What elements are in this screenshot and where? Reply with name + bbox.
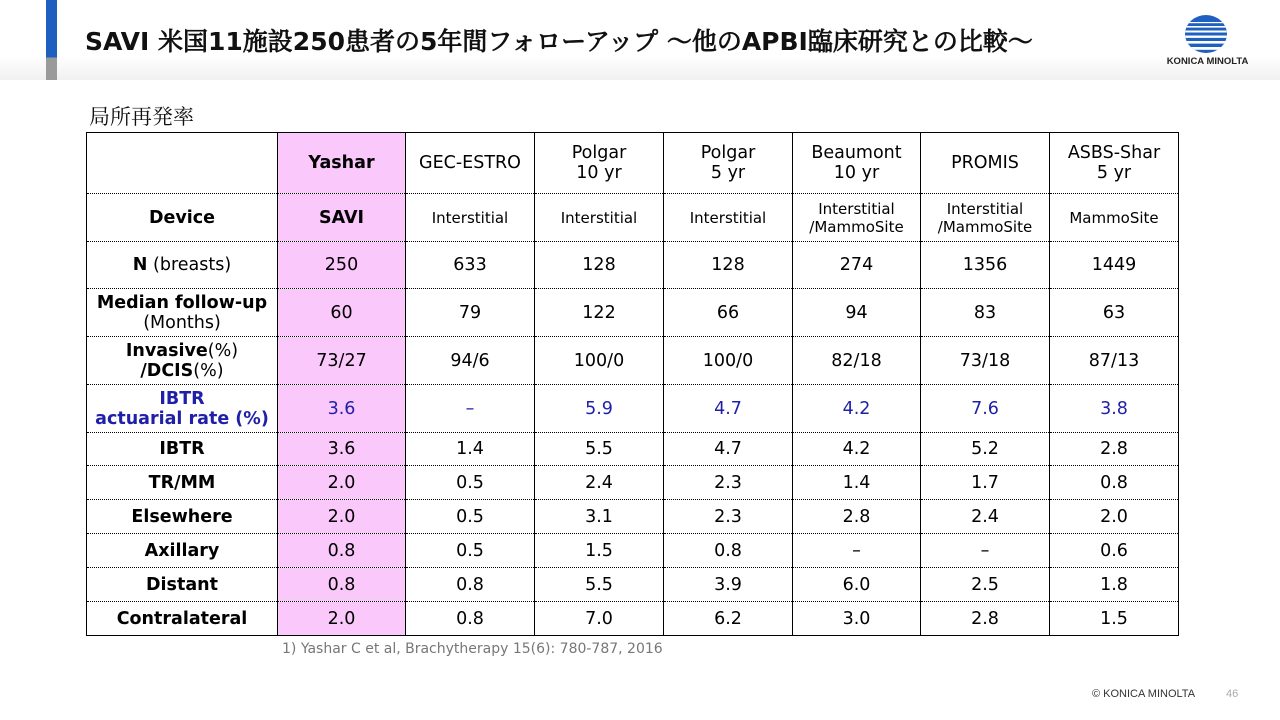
col-header-line2: 10 yr xyxy=(576,163,622,183)
table-cell: 1.8 xyxy=(1050,568,1179,602)
table-cell: 1.4 xyxy=(406,433,535,466)
table-cell: 1.4 xyxy=(793,466,921,500)
table-cell: 5.2 xyxy=(921,433,1050,466)
col-header-line1: Beaumont xyxy=(811,143,902,163)
table-cell: – xyxy=(921,534,1050,568)
col-header-line2: 5 yr xyxy=(1096,163,1132,183)
comparison-table xyxy=(86,132,1179,636)
col-header-line2: 5 yr xyxy=(710,163,746,183)
table-cell: 274 xyxy=(793,242,921,289)
table-cell: 4.7 xyxy=(664,433,793,466)
table-cell: 6.2 xyxy=(664,602,793,636)
table-cell: 0.6 xyxy=(1050,534,1179,568)
table-cell: 3.8 xyxy=(1050,385,1179,433)
slide-title: SAVI 米国11施設250患者の5年間フォローアップ ～他のAPBI臨床研究との比較～ xyxy=(85,27,1033,56)
table-cell: 73/18 xyxy=(921,337,1050,385)
table-cell: 73/27 xyxy=(278,337,406,385)
cell-line1: Interstitial xyxy=(946,199,1024,218)
row-label xyxy=(87,289,278,337)
col-header-asbs-shar xyxy=(1050,133,1179,194)
table-cell: 5.9 xyxy=(535,385,664,433)
row-label: IBTR xyxy=(87,433,278,466)
row-label-line2-rest: (%) xyxy=(193,360,224,381)
col-header-line1: PROMIS xyxy=(951,153,1019,173)
table-cell: 2.3 xyxy=(664,466,793,500)
section-subtitle: 局所再発率 xyxy=(89,105,194,129)
table-cell: 1449 xyxy=(1050,242,1179,289)
table-cell: 3.0 xyxy=(793,602,921,636)
slide-header xyxy=(0,0,1280,80)
table-cell: 2.4 xyxy=(921,500,1050,534)
table-row-distant xyxy=(87,568,1179,602)
table-cell: SAVI xyxy=(278,194,406,242)
table-cell: 6.0 xyxy=(793,568,921,602)
table-cell: 0.5 xyxy=(406,534,535,568)
table-cell: 63 xyxy=(1050,289,1179,337)
table-cell: 3.1 xyxy=(535,500,664,534)
table-cell: 83 xyxy=(921,289,1050,337)
copyright-text: © KONICA MINOLTA xyxy=(1092,688,1196,700)
logo-text: KONICA MINOLTA xyxy=(1166,56,1249,67)
col-header-line1: Polgar xyxy=(700,143,756,163)
cell-line1: Interstitial xyxy=(818,199,895,218)
table-cell: 2.8 xyxy=(1050,433,1179,466)
table-cell: 2.0 xyxy=(278,466,406,500)
row-label: Distant xyxy=(87,568,278,602)
col-header-line2: 10 yr xyxy=(833,163,880,183)
table-cell: 94 xyxy=(793,289,921,337)
table-cell: 2.0 xyxy=(278,500,406,534)
table-cell: 0.8 xyxy=(278,534,406,568)
konica-minolta-logo xyxy=(1160,14,1255,70)
table-cell: 4.7 xyxy=(664,385,793,433)
table-cell: 2.8 xyxy=(793,500,921,534)
table-cell: 2.5 xyxy=(921,568,1050,602)
table-cell: 2.3 xyxy=(664,500,793,534)
table-cell: 2.0 xyxy=(278,602,406,636)
table-cell: – xyxy=(793,534,921,568)
table-cell: 128 xyxy=(664,242,793,289)
col-header-beaumont xyxy=(793,133,921,194)
table-cell: 66 xyxy=(664,289,793,337)
row-label-line1: IBTR xyxy=(159,388,205,409)
table-cell: 4.2 xyxy=(793,433,921,466)
table-row-invasive-dcis xyxy=(87,337,1179,385)
row-label-line2-bold: /DCIS xyxy=(140,360,194,381)
table-cell: 250 xyxy=(278,242,406,289)
table-cell: Interstitial xyxy=(664,194,793,242)
cell-line2: /MammoSite xyxy=(809,217,904,236)
row-label-rest: (breasts) xyxy=(147,255,232,275)
row-label-line1: Median follow-up xyxy=(96,292,268,313)
table-cell: MammoSite xyxy=(1050,194,1179,242)
table-cell: Interstitial xyxy=(406,194,535,242)
table-cell: 3.6 xyxy=(278,385,406,433)
col-header-line1: Yashar xyxy=(308,153,375,173)
footnote-citation: 1) Yashar C et al, Brachytherapy 15(6): 780-787, 2016 xyxy=(282,641,663,657)
row-label-line1-bold: Invasive xyxy=(125,340,208,361)
row-label: Axillary xyxy=(87,534,278,568)
table-cell: 3.6 xyxy=(278,433,406,466)
table-cell: 0.8 xyxy=(664,534,793,568)
table-cell: 633 xyxy=(406,242,535,289)
table-row-axillary xyxy=(87,534,1179,568)
table-cell xyxy=(921,194,1050,242)
table-cell: 0.5 xyxy=(406,466,535,500)
table-cell: 0.8 xyxy=(406,602,535,636)
table-cell: 5.5 xyxy=(535,433,664,466)
table-cell: 100/0 xyxy=(664,337,793,385)
table-cell: 60 xyxy=(278,289,406,337)
row-label-bold: N xyxy=(132,255,148,275)
table-cell: 100/0 xyxy=(535,337,664,385)
table-cell: 0.8 xyxy=(406,568,535,602)
table-row-n-breasts xyxy=(87,242,1179,289)
globe-logo-icon xyxy=(1184,14,1228,54)
table-cell xyxy=(793,194,921,242)
table-header-row xyxy=(87,133,1179,194)
row-label xyxy=(87,242,278,289)
col-header-line1: GEC-ESTRO xyxy=(419,153,521,173)
table-cell: 82/18 xyxy=(793,337,921,385)
table-cell: 4.2 xyxy=(793,385,921,433)
table-cell: 94/6 xyxy=(406,337,535,385)
table-cell: 122 xyxy=(535,289,664,337)
table-cell: 0.5 xyxy=(406,500,535,534)
col-header-gec-estro xyxy=(406,133,535,194)
table-cell: 3.9 xyxy=(664,568,793,602)
header-accent-bar xyxy=(46,0,57,80)
table-row-ibtr-actuarial xyxy=(87,385,1179,433)
col-header-promis xyxy=(921,133,1050,194)
table-cell: 2.8 xyxy=(921,602,1050,636)
table-cell: Interstitial xyxy=(535,194,664,242)
table-row-ibtr xyxy=(87,433,1179,466)
table-cell: 2.0 xyxy=(1050,500,1179,534)
col-header-line1: ASBS-Shar xyxy=(1067,143,1161,163)
table-row-device xyxy=(87,194,1179,242)
col-header-line1: Polgar xyxy=(571,143,627,163)
table-cell: 1.7 xyxy=(921,466,1050,500)
table-row-elsewhere xyxy=(87,500,1179,534)
row-label: TR/MM xyxy=(87,466,278,500)
table-cell: 87/13 xyxy=(1050,337,1179,385)
table-cell: 7.0 xyxy=(535,602,664,636)
table-cell: 5.5 xyxy=(535,568,664,602)
row-label: Elsewhere xyxy=(87,500,278,534)
col-header-polgar-5yr xyxy=(664,133,793,194)
col-header-polgar-10yr xyxy=(535,133,664,194)
table-cell: 128 xyxy=(535,242,664,289)
col-header-yashar xyxy=(278,133,406,194)
row-label xyxy=(87,337,278,385)
page-number: 46 xyxy=(1226,688,1239,700)
table-cell: 0.8 xyxy=(1050,466,1179,500)
row-label: Device xyxy=(87,194,278,242)
row-label: Contralateral xyxy=(87,602,278,636)
table-cell: 0.8 xyxy=(278,568,406,602)
table-cell: – xyxy=(406,385,535,433)
cell-line2: /MammoSite xyxy=(937,217,1033,236)
table-cell: 2.4 xyxy=(535,466,664,500)
table-row-tr-mm xyxy=(87,466,1179,500)
table-cell: 1.5 xyxy=(535,534,664,568)
corner-cell xyxy=(87,133,278,194)
table-cell: 7.6 xyxy=(921,385,1050,433)
table-cell: 1356 xyxy=(921,242,1050,289)
table-row-median-followup xyxy=(87,289,1179,337)
row-label-line2: (Months) xyxy=(143,312,221,333)
row-label-line2: actuarial rate (%) xyxy=(95,408,269,429)
table-cell: 79 xyxy=(406,289,535,337)
table-cell: 1.5 xyxy=(1050,602,1179,636)
row-label xyxy=(87,385,278,433)
row-label-line1-rest: (%) xyxy=(207,340,239,361)
table-row-contralateral xyxy=(87,602,1179,636)
